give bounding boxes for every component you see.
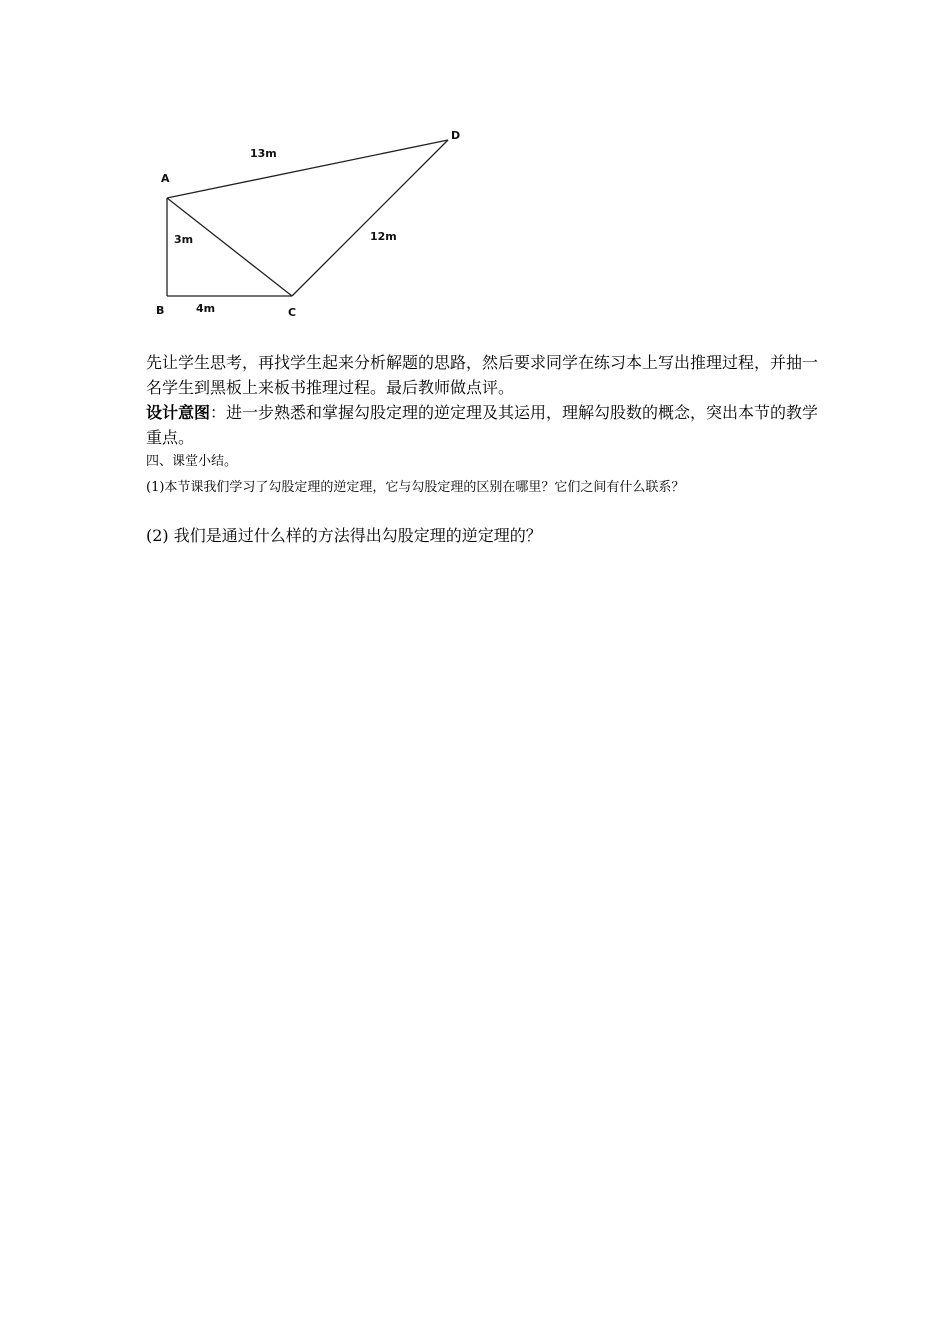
point-b-label: B: [156, 304, 165, 317]
quadrilateral-figure: [140, 118, 480, 328]
length-ab-label: 3m: [174, 233, 194, 246]
section-heading: 四、课堂小结。: [146, 454, 238, 469]
point-c-label: C: [288, 306, 297, 319]
design-intent-label: 设计意图: [146, 403, 211, 422]
summary-question-1: (1)本节课我们学习了勾股定理的逆定理，它与勾股定理的区别在哪里？它们之间有什么联系？: [146, 480, 685, 495]
length-ad-label: 13m: [250, 147, 277, 160]
teaching-method-paragraph: 先让学生思考，再找学生起来分析解题的思路，然后要求同学在练习本上写出推理过程，并抽一名学生到黑板上来板书推理过程。最后教师做点评。: [146, 353, 819, 397]
summary-question-2: (2) 我们是通过什么样的方法得出勾股定理的逆定理的？: [146, 526, 542, 545]
length-bc-label: 4m: [196, 302, 216, 315]
segment-ad: [167, 140, 448, 198]
design-intent-text: ：进一步熟悉和掌握勾股定理的逆定理及其运用，理解勾股数的概念，突出本节的教学重点。: [146, 403, 819, 447]
segment-ac: [167, 198, 292, 296]
geometry-diagram: [140, 118, 480, 328]
point-d-label: D: [451, 129, 461, 142]
length-cd-label: 12m: [370, 230, 397, 243]
segment-cd: [292, 140, 448, 296]
point-a-label: A: [161, 172, 170, 185]
design-intent-paragraph: [146, 400, 826, 450]
